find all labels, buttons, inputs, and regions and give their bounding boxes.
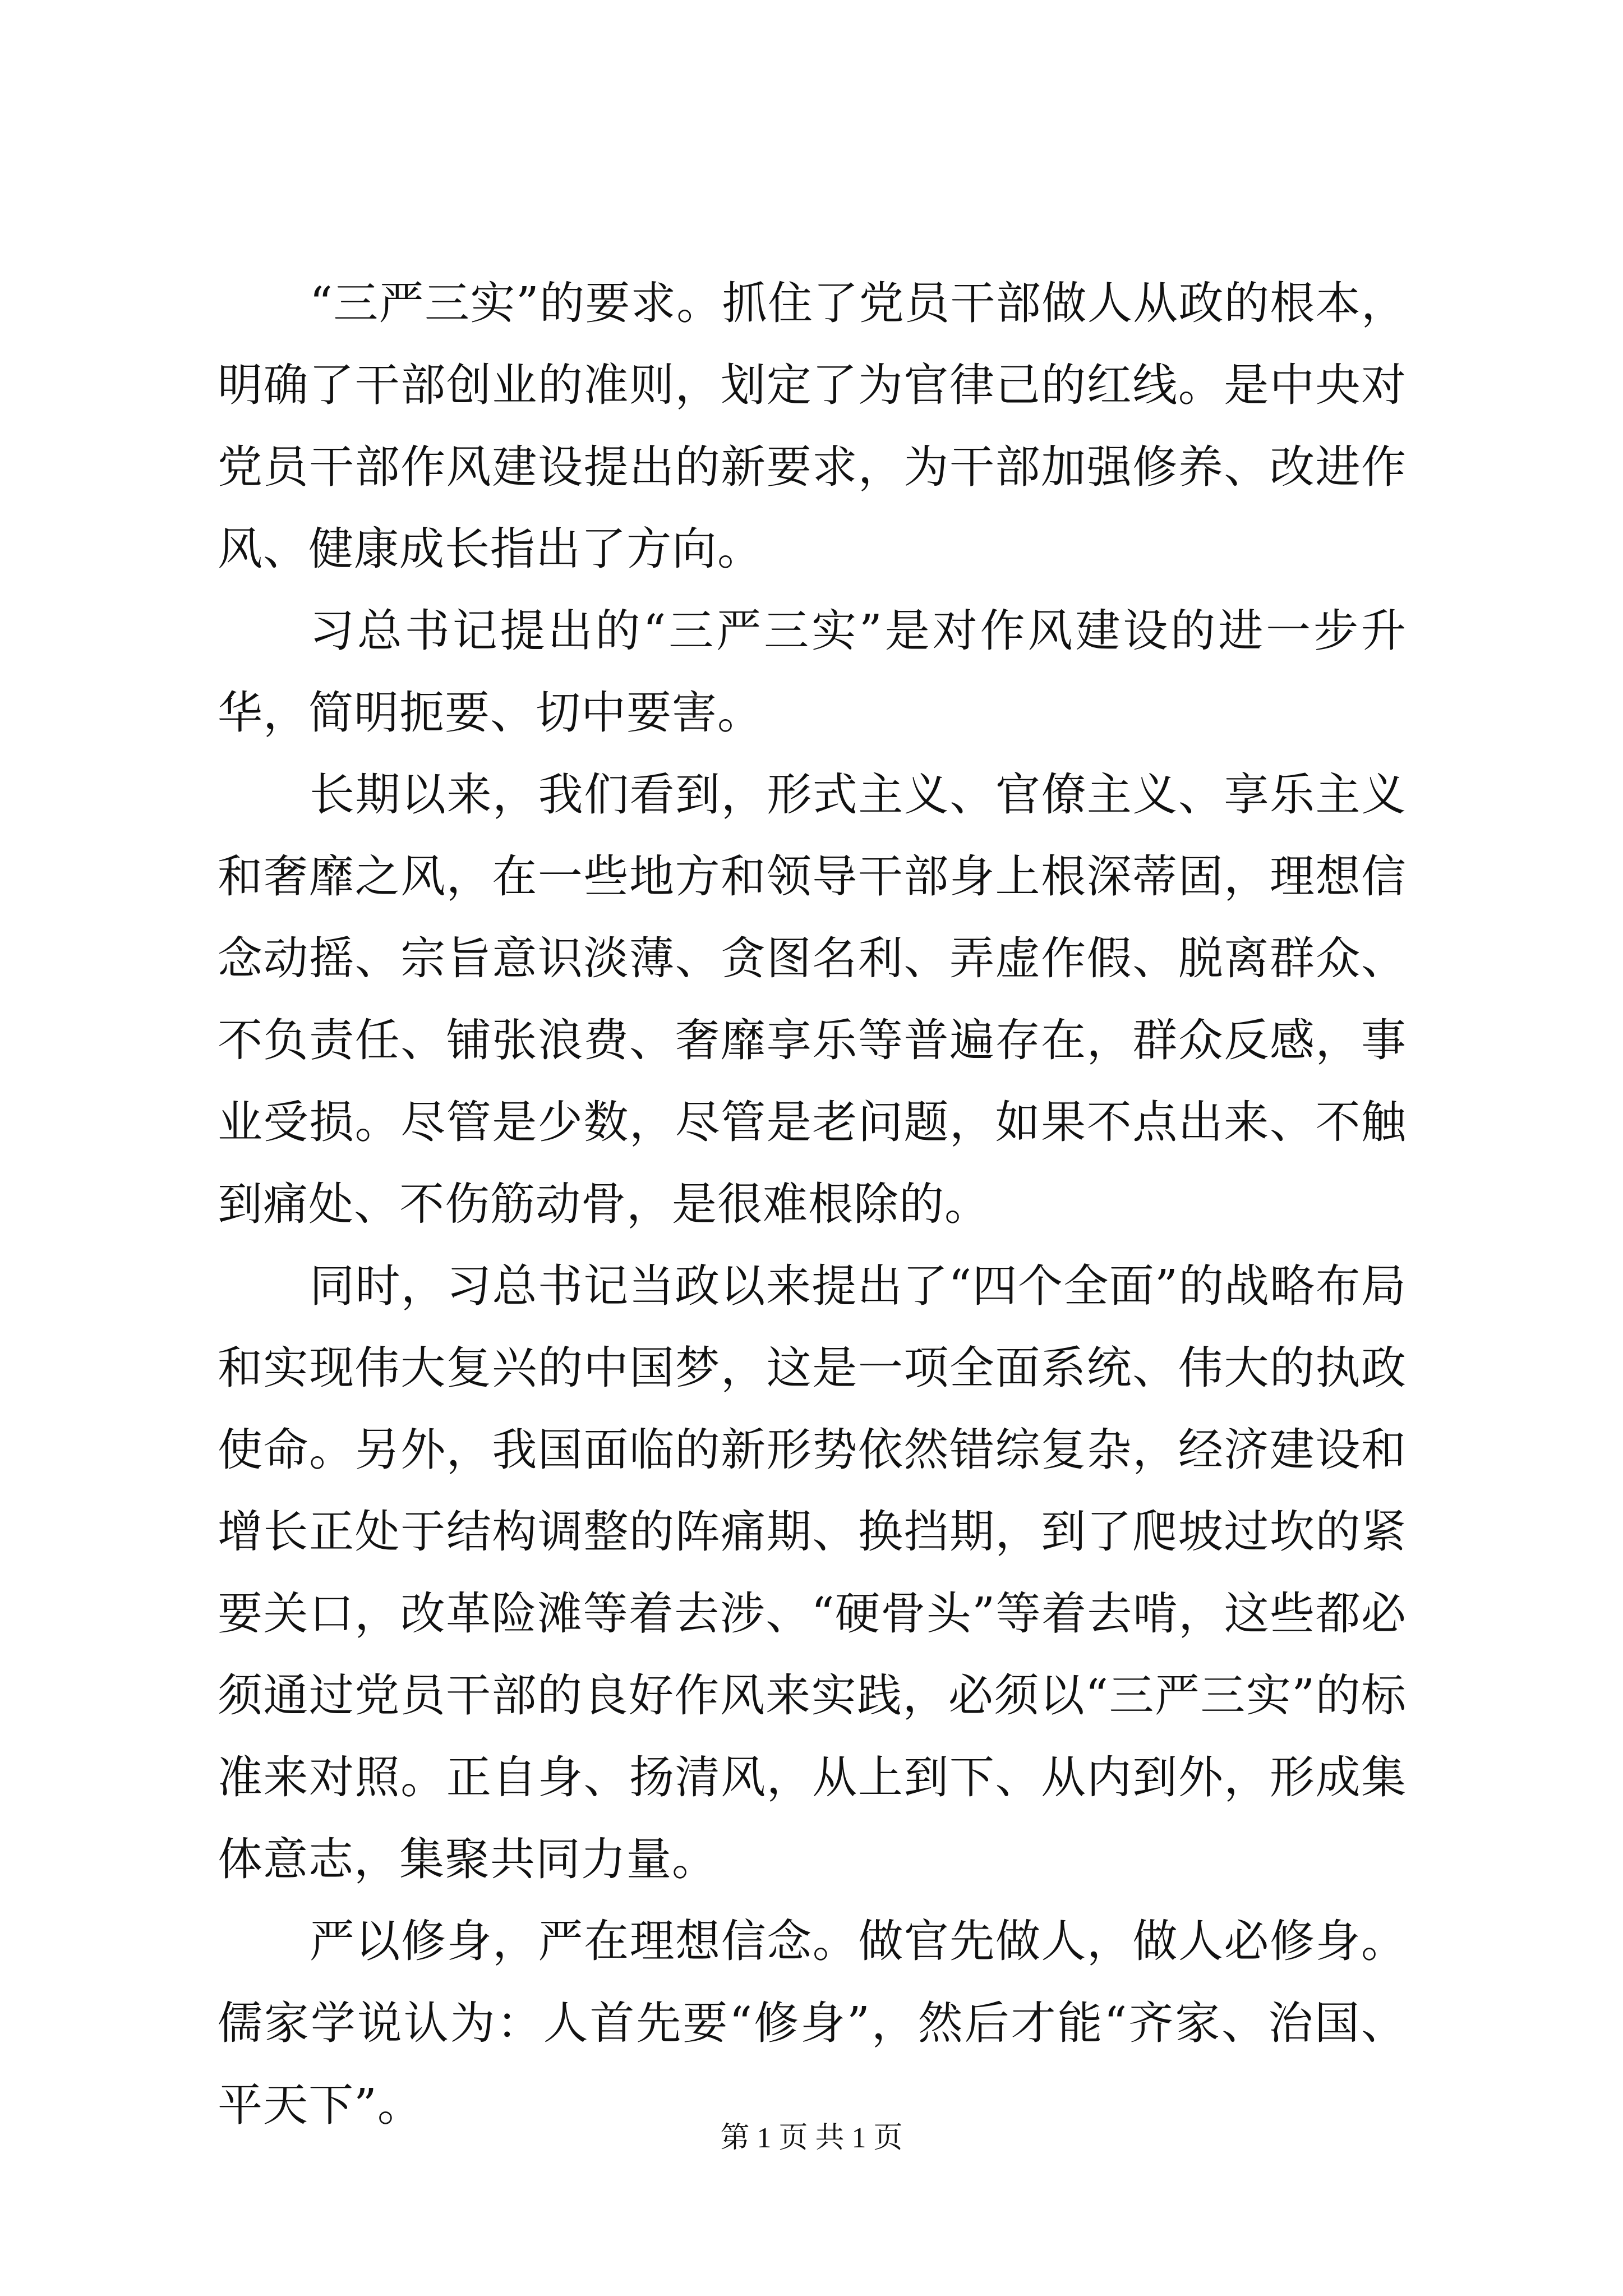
paragraph-3: 长期以来，我们看到，形式主义、官僚主义、享乐主义和奢靡之风，在一些地方和领导干部身上根深蒂固，理想信念动摇、宗旨意识淡薄、贪图名利、弄虚作假、脱离群众、不负责任、铺张浪费、奢靡享乐等普遍存在，群众反感，事业受损。尽管是少数，尽管是老问题，如果不点出来、不触到痛处、不伤筋动骨，是很难根除的。 — [218, 769, 1407, 1230]
paragraph-1: “三严三实”的要求。抓住了党员干部做人从政的根本，明确了干部创业的准则，划定了为官律己的红线。是中央对党员干部作风建设提出的新要求，为干部加强修养、改进作风、健康成长指出了方向。 — [218, 277, 1407, 575]
page-footer: 第 1 页 共 1 页 — [720, 2122, 903, 2154]
paragraph-4: 同时，习总书记当政以来提出了“四个全面”的战略布局和实现伟大复兴的中国梦，这是一项全面系统、伟大的执政使命。另外，我国面临的新形势依然错综复杂，经济建设和增长正处于结构调整的阵痛期、换挡期，到了爬坡过坎的紧要关口，改革险滩等着去涉、“硬骨头”等着去啃，这些都必须通过党员干部的良好作风来实践，必须以“三严三实”的标准来对照。正自身、扬清风，从上到下、从内到外，形成集体意志，集聚共同力量。 — [218, 1260, 1407, 1885]
paragraph-5: 严以修身，严在理想信念。做官先做人，做人必修身。儒家学说认为：人首先要“修身”，然后才能“齐家、治国、平天下”。 — [218, 1915, 1407, 2131]
paragraph-2: 习总书记提出的“三严三实”是对作风建设的进一步升华，简明扼要、切中要害。 — [218, 605, 1407, 739]
document-body — [218, 263, 1407, 2146]
